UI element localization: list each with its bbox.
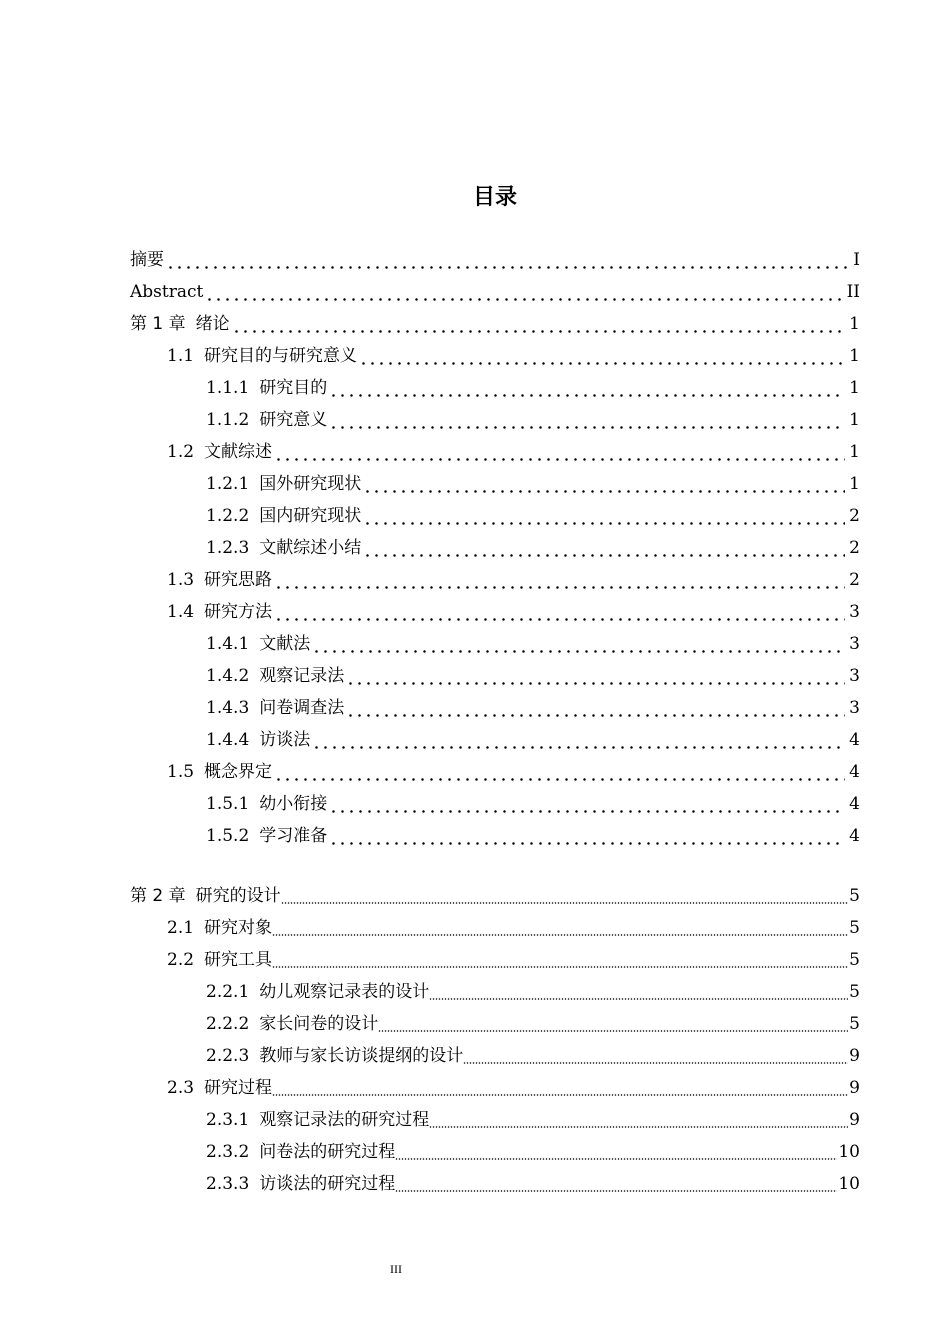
dot-leader — [329, 794, 845, 814]
toc-entry[interactable] — [206, 534, 860, 558]
toc-entry-page: II — [846, 282, 860, 302]
dot-leader — [205, 282, 842, 302]
toc-entry-page: 4 — [849, 762, 860, 782]
toc-entry-number: 2.3.1 — [206, 1110, 250, 1130]
toc-entry-label: 研究过程 — [204, 1078, 273, 1098]
toc-entry-number: 2.3.2 — [206, 1142, 250, 1162]
toc-entry-number: 2.1 — [167, 918, 195, 938]
toc-entry-label: 访谈法的研究过程 — [259, 1174, 396, 1194]
dot-leader — [281, 886, 849, 906]
toc-entry-label: 概念界定 — [204, 762, 273, 782]
dot-leader — [378, 1014, 848, 1034]
toc-entry-label: Abstract — [130, 282, 204, 302]
toc-entry-label: 国外研究现状 — [259, 474, 362, 494]
toc-entry[interactable] — [130, 278, 860, 302]
dot-leader — [363, 538, 845, 558]
toc-entry-page: 4 — [849, 826, 860, 846]
dot-leader — [346, 698, 845, 718]
dot-leader — [274, 442, 845, 462]
toc-entry[interactable] — [206, 822, 860, 846]
toc-entry-page: 9 — [849, 1110, 860, 1130]
toc-entry-page: 4 — [849, 730, 860, 750]
toc-entry-page: 5 — [849, 950, 860, 970]
toc-entry-page: 3 — [849, 634, 860, 654]
toc-entry[interactable] — [206, 470, 860, 494]
toc-entry-number: 1.2 — [167, 442, 195, 462]
dot-leader — [395, 1174, 837, 1194]
toc-entry-number: 1.5.1 — [206, 794, 250, 814]
dot-leader — [395, 1142, 837, 1162]
toc-entry-number: 1.2.3 — [206, 538, 250, 558]
toc-entry-page: 5 — [849, 886, 860, 906]
toc-entry-number: 1.4.1 — [206, 634, 250, 654]
toc-entry[interactable] — [206, 726, 860, 750]
toc-entry-page: 2 — [849, 506, 860, 526]
toc-entry[interactable] — [206, 406, 860, 430]
dot-leader — [329, 826, 845, 846]
toc-entry-page: 5 — [849, 918, 860, 938]
dot-leader — [272, 918, 848, 938]
toc-entry-label: 访谈法 — [259, 730, 311, 750]
toc-entry-label: 研究工具 — [204, 950, 273, 970]
toc-entry-page: 1 — [849, 378, 860, 398]
toc-entry-label: 教师与家长访谈提纲的设计 — [259, 1046, 464, 1066]
toc-entry-label: 观察记录法 — [259, 666, 345, 686]
dot-leader — [274, 602, 845, 622]
toc-entry-page: 4 — [849, 794, 860, 814]
dot-leader — [274, 570, 845, 590]
toc-entry[interactable] — [206, 630, 860, 654]
toc-entry[interactable] — [167, 946, 860, 970]
dot-leader — [429, 982, 848, 1002]
dot-leader — [329, 378, 845, 398]
toc-entry-page: 1 — [849, 346, 860, 366]
toc-entry[interactable] — [206, 662, 860, 686]
dot-leader — [312, 730, 845, 750]
toc-entry-page: 3 — [849, 698, 860, 718]
toc-entry-label: 文献综述小结 — [259, 538, 362, 558]
toc-entry-number: 第 2 章 — [130, 886, 186, 906]
toc-entry-label: 幼小衔接 — [259, 794, 328, 814]
toc-entry-number: 2.3.3 — [206, 1174, 250, 1194]
dot-leader — [329, 410, 845, 430]
toc-entry[interactable] — [206, 1010, 860, 1034]
toc-entry[interactable] — [167, 1074, 860, 1098]
toc-entry-number: 1.2.2 — [206, 506, 250, 526]
toc-entry-page: 1 — [849, 314, 860, 334]
toc-entry-number: 1.3 — [167, 570, 195, 590]
toc-entry-label: 摘要 — [130, 250, 164, 270]
dot-leader — [359, 346, 845, 366]
toc-entry-label: 文献法 — [259, 634, 311, 654]
toc-entry-page: 5 — [849, 982, 860, 1002]
toc-entry[interactable] — [167, 342, 860, 366]
toc-entry[interactable] — [206, 978, 860, 1002]
toc-entry[interactable] — [167, 914, 860, 938]
toc-entry-page: 10 — [838, 1174, 860, 1194]
dot-leader — [363, 506, 845, 526]
toc-entry-label: 文献综述 — [204, 442, 273, 462]
toc-entry-page: 2 — [849, 570, 860, 590]
toc-entry-page: 10 — [838, 1142, 860, 1162]
toc-entry[interactable] — [167, 758, 860, 782]
toc-entry-label: 研究方法 — [204, 602, 273, 622]
toc-entry-number: 第 1 章 — [130, 314, 186, 334]
toc-entry-label: 国内研究现状 — [259, 506, 362, 526]
toc-entry[interactable] — [206, 1138, 860, 1162]
toc-entry-label: 问卷调查法 — [259, 698, 345, 718]
toc-entry[interactable] — [206, 790, 860, 814]
toc-entry-page: I — [853, 250, 860, 270]
toc-entry[interactable] — [167, 598, 860, 622]
toc-entry-page: 9 — [849, 1078, 860, 1098]
toc-entry-page: 1 — [849, 474, 860, 494]
toc-entry-label: 家长问卷的设计 — [259, 1014, 379, 1034]
dot-leader — [274, 762, 845, 782]
toc-entry-label: 研究意义 — [259, 410, 328, 430]
toc-entry-number: 1.1.2 — [206, 410, 250, 430]
toc-entry[interactable] — [167, 566, 860, 590]
dot-leader — [429, 1110, 848, 1130]
toc-entry-label: 研究目的 — [259, 378, 328, 398]
dot-leader — [463, 1046, 848, 1066]
toc-entry-label: 研究目的与研究意义 — [204, 346, 358, 366]
dot-leader — [166, 250, 849, 270]
toc-entry-number: 1.2.1 — [206, 474, 250, 494]
toc-entry-number: 2.2.3 — [206, 1046, 250, 1066]
dot-leader — [363, 474, 845, 494]
toc-entry-number: 2.3 — [167, 1078, 195, 1098]
toc-entry-number: 1.5.2 — [206, 826, 250, 846]
toc-entry[interactable] — [130, 882, 860, 906]
toc-entry[interactable] — [130, 246, 860, 270]
page-title: 目录 — [472, 185, 517, 210]
page-number: III — [390, 1262, 402, 1276]
toc-entry[interactable] — [206, 1042, 860, 1066]
toc-entry-number: 2.2.2 — [206, 1014, 250, 1034]
toc-entry-page: 1 — [849, 442, 860, 462]
toc-entry-label: 幼儿观察记录表的设计 — [259, 982, 430, 1002]
toc-entry-number: 2.2 — [167, 950, 195, 970]
toc-entry-number: 1.1.1 — [206, 378, 250, 398]
toc-entry-page: 9 — [849, 1046, 860, 1066]
dot-leader — [346, 666, 845, 686]
toc-entry[interactable] — [206, 374, 860, 398]
toc-entry-label: 绪论 — [195, 314, 230, 334]
toc-entry-label: 观察记录法的研究过程 — [259, 1110, 430, 1130]
toc-entry[interactable] — [206, 1106, 860, 1130]
toc-entry-page: 5 — [849, 1014, 860, 1034]
toc-entry-number: 1.5 — [167, 762, 195, 782]
dot-leader — [312, 634, 845, 654]
dot-leader — [272, 950, 848, 970]
toc-entry-number: 1.4.3 — [206, 698, 250, 718]
toc-entry-label: 研究思路 — [204, 570, 273, 590]
toc-entry-page: 3 — [849, 666, 860, 686]
toc-entry[interactable] — [206, 1170, 860, 1194]
toc-entry-label: 研究对象 — [204, 918, 273, 938]
toc-entry-number: 1.4.2 — [206, 666, 250, 686]
toc-entry-page: 1 — [849, 410, 860, 430]
dot-leader — [272, 1078, 848, 1098]
toc-entry-page: 2 — [849, 538, 860, 558]
toc-entry-number: 2.2.1 — [206, 982, 250, 1002]
toc-entry[interactable] — [206, 502, 860, 526]
toc-entry-label: 学习准备 — [259, 826, 328, 846]
dot-leader — [232, 314, 846, 334]
toc-entry[interactable] — [167, 438, 860, 462]
toc-entry[interactable] — [206, 694, 860, 718]
toc-entry-page: 3 — [849, 602, 860, 622]
toc-entry-number: 1.4.4 — [206, 730, 250, 750]
toc-entry-label: 问卷法的研究过程 — [259, 1142, 396, 1162]
toc-entry[interactable] — [130, 310, 860, 334]
toc-entry-number: 1.1 — [167, 346, 195, 366]
toc-entry-label: 研究的设计 — [195, 886, 281, 906]
toc-entry-number: 1.4 — [167, 602, 195, 622]
